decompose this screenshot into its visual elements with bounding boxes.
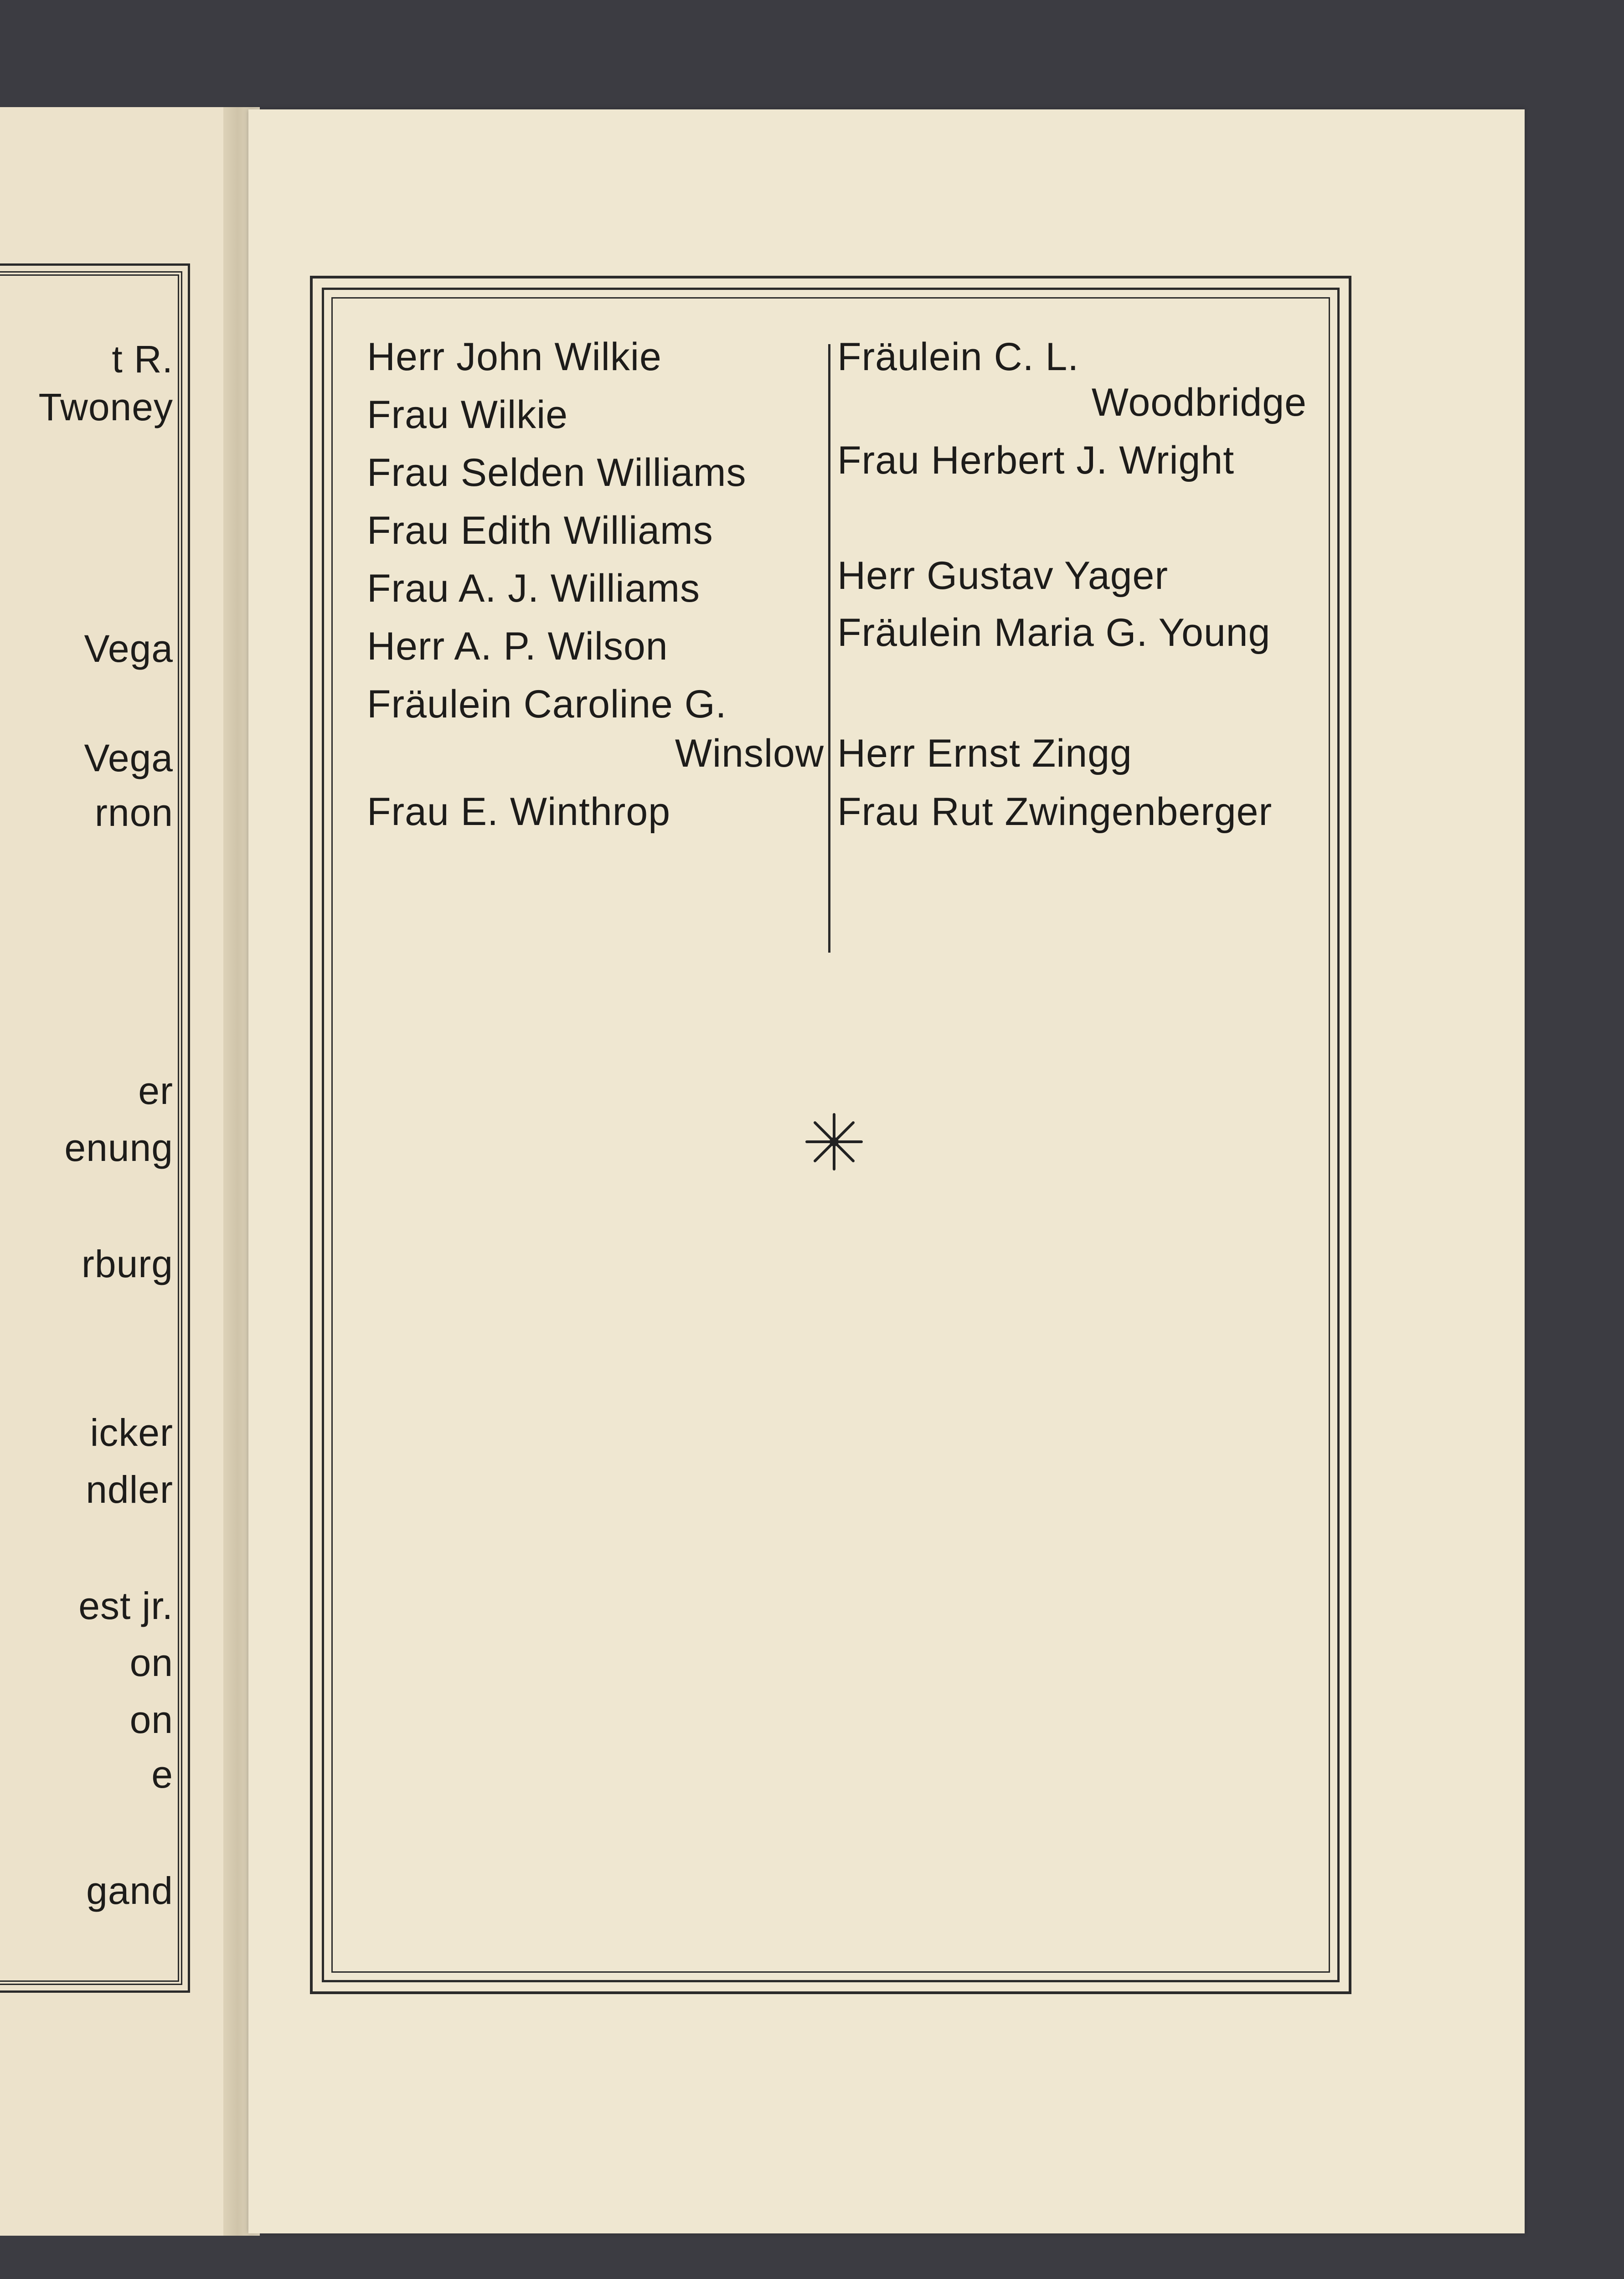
- star-icon: [802, 1110, 866, 1174]
- entry-name: Herbert J. Wright: [931, 438, 1235, 482]
- left-page-fragment: Vega: [84, 627, 173, 670]
- left-page-fragment: on: [129, 1641, 173, 1684]
- left-page-fragment: enung: [64, 1126, 173, 1169]
- entry-name: Edith Williams: [460, 509, 713, 552]
- left-page-fragment: Twoney: [38, 386, 173, 428]
- name-entry: [367, 790, 671, 834]
- left-page: [0, 107, 237, 2236]
- name-entry: [837, 611, 1271, 655]
- name-entry: [837, 438, 1235, 482]
- left-page-fragment: icker: [90, 1411, 173, 1454]
- entry-name: Wilkie: [460, 393, 568, 437]
- entry-name: Gustav Yager: [927, 554, 1169, 598]
- entry-title: Frau: [837, 790, 920, 834]
- entry-title: Fräulein: [367, 682, 512, 726]
- entry-name: E. Winthrop: [460, 790, 671, 834]
- entry-name: Ernst Zingg: [927, 732, 1132, 775]
- entry-title: Herr: [837, 554, 916, 598]
- name-entry: [837, 734, 1132, 773]
- name-entry: [367, 335, 662, 379]
- entry-name: Selden Williams: [460, 451, 747, 495]
- entry-title: Herr: [837, 732, 916, 775]
- entry-title: Frau: [367, 393, 449, 437]
- entry-name: C. L.: [994, 335, 1079, 379]
- entry-title: Herr: [367, 335, 445, 379]
- entry-name: Rut Zwingenberger: [931, 790, 1273, 834]
- name-entry: [367, 569, 700, 608]
- entry-name: A. P. Wilson: [454, 624, 668, 668]
- left-page-fragment: e: [151, 1753, 173, 1796]
- entry-title: Fräulein: [837, 335, 983, 379]
- entry-title: Herr: [367, 624, 445, 668]
- left-page-fragment: on: [129, 1698, 173, 1741]
- left-page-fragment: rnon: [94, 791, 173, 834]
- right-page: [248, 109, 1525, 2233]
- name-entry: [367, 682, 727, 726]
- name-entry: [367, 624, 668, 668]
- entry-name: Maria G. Young: [994, 611, 1271, 655]
- entry-title: Fräulein: [837, 611, 983, 655]
- left-page-fragment: Vega: [84, 737, 173, 779]
- name-entry: [837, 554, 1169, 598]
- name-entry: [367, 511, 713, 550]
- name-entry: [837, 335, 1079, 379]
- entry-title: Frau: [367, 509, 449, 552]
- left-page-fragment: est jr.: [78, 1584, 173, 1627]
- column-divider: [828, 344, 830, 953]
- name-entry-continuation: Woodbridge: [1091, 381, 1307, 424]
- entry-title: Frau: [837, 438, 920, 482]
- entry-name: A. J. Williams: [459, 567, 700, 610]
- left-page-fragment: t R.: [112, 338, 173, 381]
- left-page-fragment: gand: [86, 1869, 173, 1912]
- name-entry: [367, 393, 568, 437]
- name-entry: [367, 451, 747, 495]
- entry-title: Frau: [367, 790, 449, 834]
- left-page-fragment: er: [138, 1069, 173, 1112]
- name-entry-continuation: Winslow: [675, 732, 824, 775]
- left-page-fragment: ndler: [86, 1468, 173, 1511]
- entry-name: Caroline G.: [523, 682, 727, 726]
- entry-title: Frau: [367, 451, 449, 495]
- left-page-fragment: rburg: [81, 1243, 173, 1285]
- entry-name: John Wilkie: [456, 335, 662, 379]
- entry-title: Frau: [367, 567, 449, 610]
- name-entry: [837, 790, 1273, 834]
